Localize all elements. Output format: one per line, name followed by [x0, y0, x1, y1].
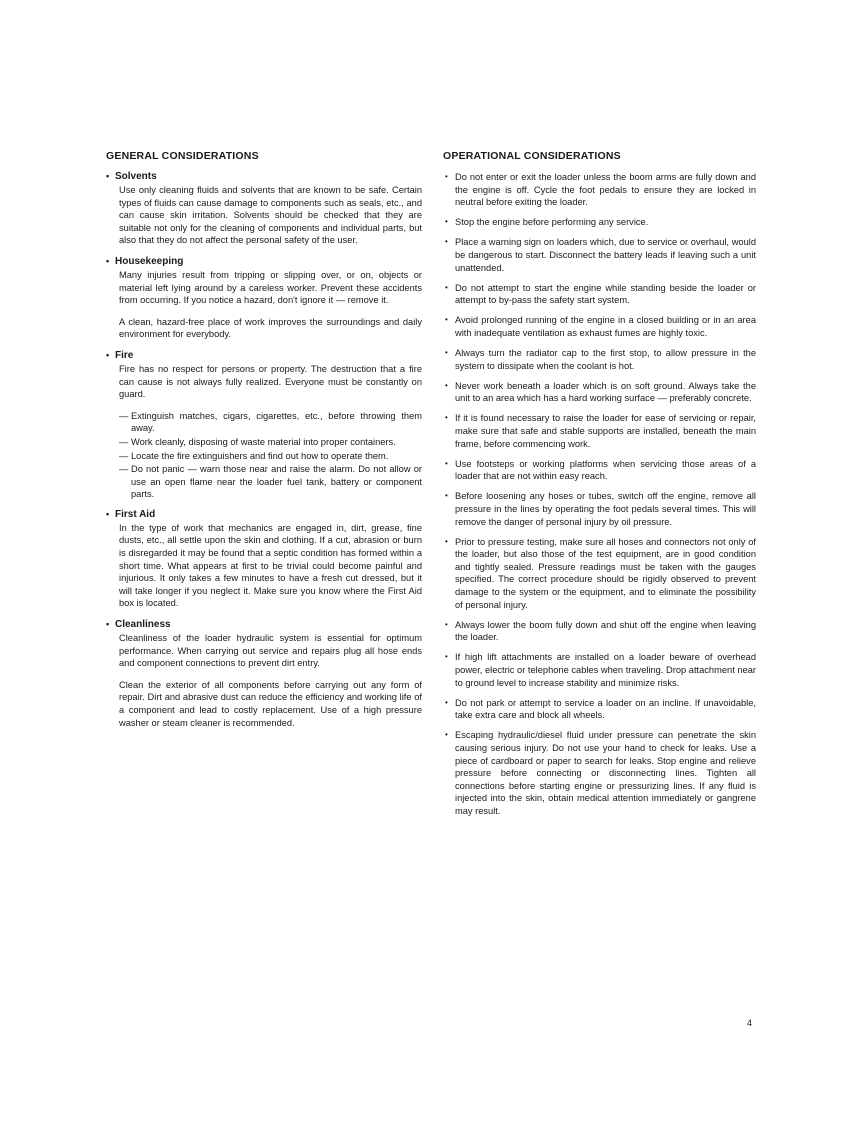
- fire-title: • Fire: [106, 350, 422, 361]
- list-item: — Locate the fire extinguishers and find out how to operate them.: [119, 450, 422, 463]
- first-aid-paragraph: In the type of work that mechanics are engaged in, dirt, grease, fine dusts, etc., all settle upon the skin and clothing. If a cut, abrasion or burn is disregarded it may be found that a septic condition has formed within a short time. What appears at first to be trivial could become painful and injurious. It only takes a few minutes to have a fresh cut dressed, but it will take longer if you neglect it. Make sure you know where the First Aid box is located.: [119, 522, 422, 609]
- solvents-paragraph: Use only cleaning fluids and solvents that are known to be safe. Certain types of fluids can cause damage to components such as seals, etc., and can cause skin irritation. Solvents should be checked that they are suitable not only for the cleaning of components and individual parts, but also that they do not affect the personal safety of the user.: [119, 185, 422, 246]
- housekeeping-paragraph-1: Many injuries result from tripping or slipping over, or on, objects or material left lying around by a careless worker. Prevent these accidents from occurring. If you notice a hazard, don't ignore it — remove it.: [119, 269, 422, 306]
- list-item: • If it is found necessary to raise the loader for ease of servicing or repair, make sure that safe and stable supports are installed, beneath the main frame, before commencing work.: [443, 412, 756, 450]
- list-item: • Use footsteps or working platforms when servicing those areas of a loader that are not within easy reach.: [443, 458, 756, 483]
- list-item: — Do not panic — warn those near and raise the alarm. Do not allow or use an open flame near the loader fuel tank, battery or component parts.: [119, 463, 422, 501]
- page-number: 4: [747, 1018, 753, 1028]
- operational-considerations-heading: OPERATIONAL CONSIDERATIONS: [443, 150, 621, 162]
- list-item: • Prior to pressure testing, make sure all hoses and connectors not only of the loader, but also those of the test equipment, are in good condition and tightly sealed. Pressure readings must be taken with the gauges specified. The correct procedure should be rigidly observed to prevent damage to the system or the equipment, and to eliminate the possibility of personal injury.: [443, 536, 756, 612]
- list-item: • Never work beneath a loader which is on soft ground. Always take the unit to an area which has a hard working surface — preferably concrete.: [443, 380, 756, 405]
- list-item: • Always lower the boom fully down and shut off the engine when leaving the loader.: [443, 619, 756, 644]
- cleanliness-title: • Cleanliness: [106, 619, 422, 630]
- list-item: — Work cleanly, disposing of waste material into proper containers.: [119, 436, 422, 449]
- general-considerations-heading: GENERAL CONSIDERATIONS: [106, 150, 259, 162]
- list-item: — Extinguish matches, cigars, cigarettes, etc., before throwing them away.: [119, 410, 422, 435]
- cleanliness-paragraph-1: Cleanliness of the loader hydraulic system is essential for optimum performance. When carrying out service and repairs plug all hose ends and component connections to prevent dirt entry.: [119, 633, 422, 669]
- list-item: • Do not attempt to start the engine while standing beside the loader or attempt to by-pass the safety start system.: [443, 282, 756, 307]
- list-item: • Do not enter or exit the loader unless the boom arms are fully down and the engine is off. Cycle the foot pedals to ensure they are locked in neutral before exiting the loader.: [443, 171, 756, 209]
- list-item: • Do not park or attempt to service a loader on an incline. If unavoidable, take extra care and block all wheels.: [443, 697, 756, 722]
- housekeeping-paragraph-2: A clean, hazard-free place of work improves the surroundings and daily environment for everybody.: [119, 316, 422, 340]
- solvents-title: • Solvents: [106, 171, 422, 182]
- list-item: • Avoid prolonged running of the engine in a closed building or in an area with inadequate ventilation as exhaust fumes are highly toxic.: [443, 314, 756, 339]
- first-aid-title: • First Aid: [106, 509, 422, 520]
- fire-paragraph: Fire has no respect for persons or property. The destruction that a fire can cause is not always fully realized. Everyone must be constantly on guard.: [119, 363, 422, 400]
- housekeeping-title: • Housekeeping: [106, 256, 422, 267]
- list-item: • Place a warning sign on loaders which, due to service or overhaul, would be dangerous to start. Disconnect the battery leads if leaving such a unit unattended.: [443, 236, 756, 274]
- list-item: • If high lift attachments are installed on a loader beware of overhead power, electric or telephone cables when traveling. Drop attachment near to ground level to increase stability and minimize risks.: [443, 651, 756, 689]
- list-item: • Always turn the radiator cap to the first stop, to allow pressure in the system to dissipate when the coolant is hot.: [443, 347, 756, 372]
- list-item: • Before loosening any hoses or tubes, switch off the engine, remove all pressure in the lines by operating the foot pedals several times. This will remove the danger of personal injury by oil pressure.: [443, 490, 756, 528]
- cleanliness-paragraph-2: Clean the exterior of all components before carrying out any form of repair. Dirt and abrasive dust can reduce the efficiency and working life of a component and lead to costly replacement. Use of a high pressure washer or steam cleaner is recommended.: [119, 679, 422, 728]
- operational-list: [443, 171, 756, 818]
- operational-considerations-column: [443, 150, 756, 825]
- fire-precautions-list: [119, 410, 422, 501]
- list-item: • Escaping hydraulic/diesel fluid under pressure can penetrate the skin causing serious injury. Do not use your hand to check for leaks. Use a piece of cardboard or paper to search for leaks. Stop engine and relieve pressure before connecting or disconnecting lines. Tighten all connections before starting engine or pressurizing lines. If any fluid is injected into the skin, obtain medical attention immediately or gangrene may result.: [443, 729, 756, 817]
- list-item: • Stop the engine before performing any service.: [443, 216, 756, 229]
- general-considerations-column: [106, 150, 422, 738]
